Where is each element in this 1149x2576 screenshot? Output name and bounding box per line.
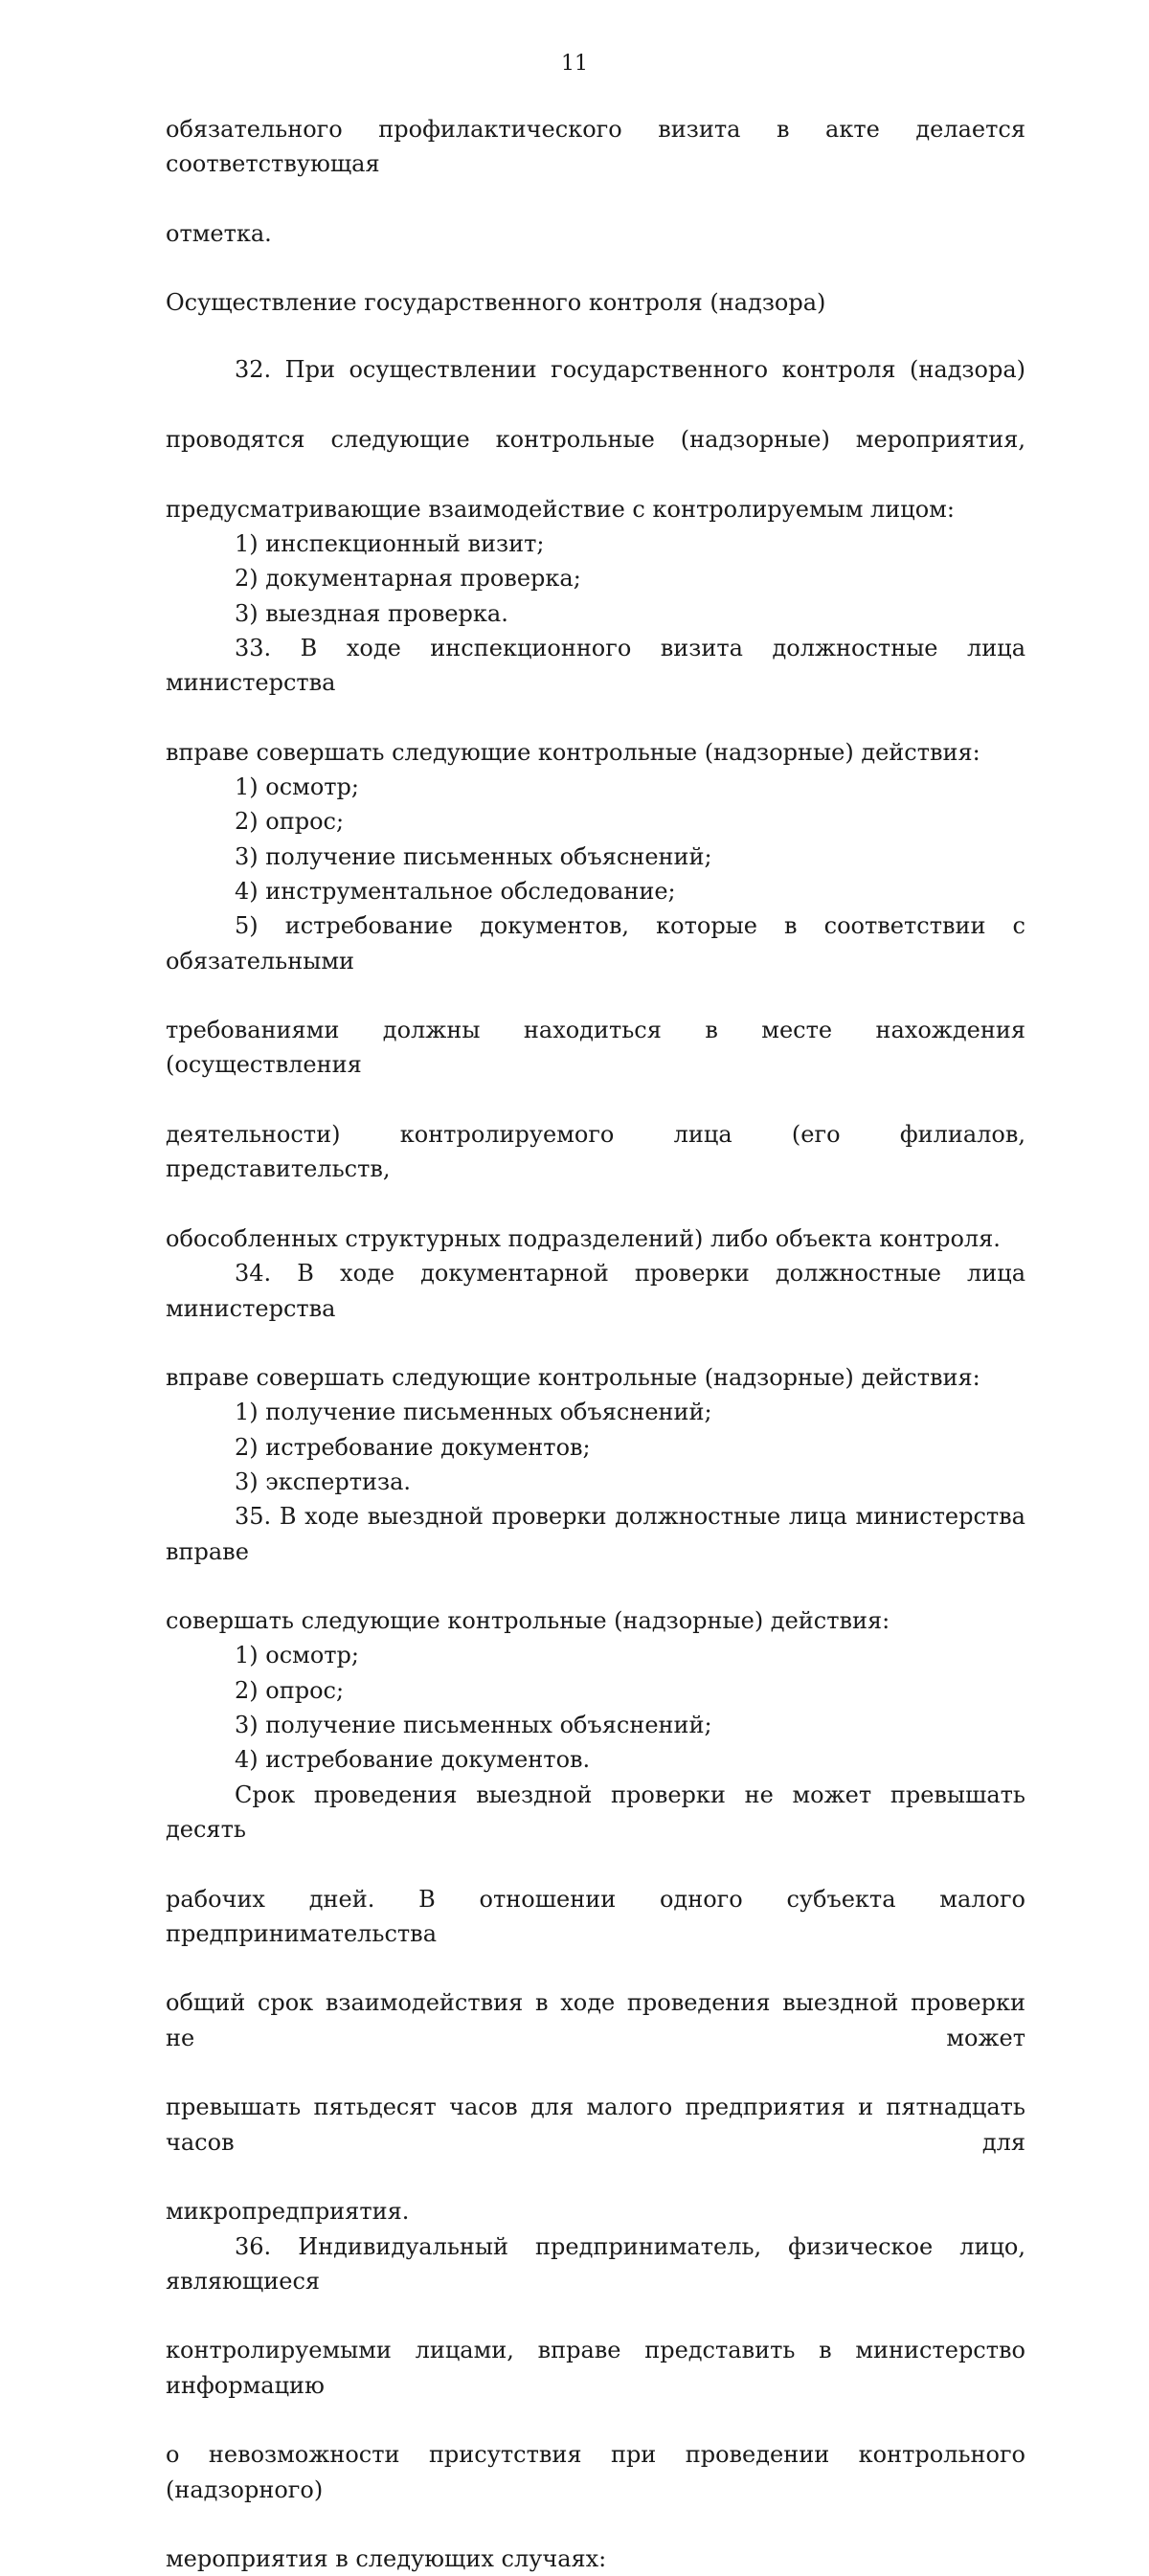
- list-item-line: обособленных структурных подразделений) либо объекта контроля.: [166, 1224, 1001, 1252]
- clause-33-line: вправе совершать следующие контрольные (надзорные) действия:: [166, 738, 980, 766]
- section-heading: Осуществление государственного контроля (надзора): [166, 289, 826, 317]
- list-item: 2) опрос;: [235, 808, 345, 836]
- list-item: 1) осмотр;: [235, 773, 359, 801]
- list-item: 3) получение письменных объяснений;: [235, 842, 712, 870]
- list-item-line: требованиями должны находиться в месте нахождения (осуществления: [166, 1017, 1025, 1079]
- list-item: 1) инспекционный визит;: [235, 529, 545, 557]
- list-item: 2) истребование документов;: [235, 1433, 591, 1461]
- clause-36-line: 36. Индивидуальный предприниматель, физическое лицо, являющиеся: [166, 2232, 1025, 2295]
- clause-34-line: 34. В ходе документарной проверки должностные лица министерства: [166, 1260, 1025, 1322]
- list-item: 3) выездная проверка.: [235, 599, 508, 627]
- clause-35-line: совершать следующие контрольные (надзорные) действия:: [166, 1607, 890, 1635]
- list-item: 4) истребование документов.: [235, 1746, 591, 1774]
- clause-32-line: предусматривающие взаимодействие с контролируемым лицом:: [166, 495, 955, 523]
- text-line: обязательного профилактического визита в акте делается соответствующая: [166, 116, 1025, 178]
- list-item-line: деятельности) контролируемого лица (его филиалов, представительств,: [166, 1121, 1025, 1183]
- clause-36-line: о невозможности присутствия при проведении контрольного (надзорного): [166, 2441, 1025, 2503]
- clause-36-line: контролируемыми лицами, вправе представить в министерство информацию: [166, 2337, 1025, 2399]
- document-body: [166, 112, 1025, 2576]
- list-item: 3) получение письменных объяснений;: [235, 1712, 712, 1739]
- term-paragraph-line: рабочих дней. В отношении одного субъекта малого предпринимательства: [166, 1885, 1025, 1947]
- page-number: 11: [561, 52, 588, 76]
- text-line: отметка.: [166, 219, 272, 247]
- clause-36-line: мероприятия в следующих случаях:: [166, 2545, 607, 2573]
- list-item: 2) документарная проверка;: [235, 565, 581, 593]
- list-item: 2) опрос;: [235, 1676, 345, 1704]
- clause-32-line: 32. При осуществлении государственного контроля (надзора): [235, 356, 1025, 384]
- list-item: 1) получение письменных объяснений;: [235, 1399, 712, 1426]
- clause-32-line: проводятся следующие контрольные (надзорные) мероприятия,: [166, 426, 1025, 454]
- clause-33-line: 33. В ходе инспекционного визита должностные лица министерства: [166, 634, 1025, 697]
- list-item: 1) осмотр;: [235, 1642, 359, 1669]
- list-item: 3) экспертиза.: [235, 1467, 412, 1495]
- term-paragraph-line: Срок проведения выездной проверки не может превышать десять: [166, 1781, 1025, 1843]
- list-item: 4) инструментальное обследование;: [235, 877, 676, 905]
- term-paragraph-line: превышать пятьдесят часов для малого предприятия и пятнадцать часов для: [166, 2094, 1025, 2156]
- clause-35-line: 35. В ходе выездной проверки должностные лица министерства вправе: [166, 1503, 1025, 1565]
- clause-34-line: вправе совершать следующие контрольные (надзорные) действия:: [166, 1364, 980, 1392]
- list-item-line: 5) истребование документов, которые в соответствии с обязательными: [166, 912, 1025, 974]
- term-paragraph-line: общий срок взаимодействия в ходе проведения выездной проверки не может: [166, 1989, 1025, 2051]
- term-paragraph-line: микропредприятия.: [166, 2198, 410, 2226]
